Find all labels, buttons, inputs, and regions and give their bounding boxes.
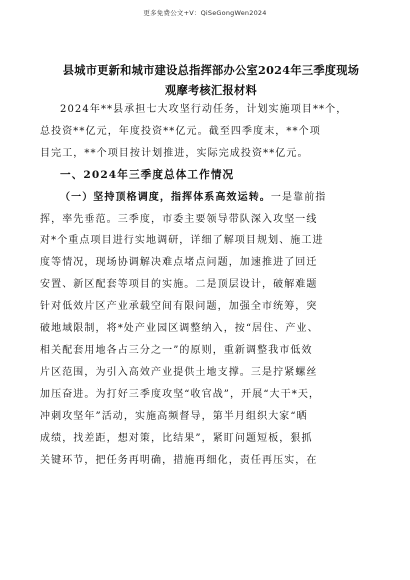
paragraph-line: 2024年**县承担七大攻坚行动任务，计划实施项目**个，: [60, 104, 348, 115]
title-line: 观摩考核汇报材料: [165, 83, 257, 97]
watermark: 更多免费公文+V：QiSeGongWen2024: [143, 9, 267, 17]
document-body: [40, 99, 370, 471]
section-heading: 一、2024年三季度总体工作情况: [60, 168, 235, 181]
paragraph-line: 目完工，**个项目按计划推进，实际完成投资**亿元。: [40, 147, 309, 159]
paragraph-line: 片区范围，为引入高效产业提供土地支撑。三是拧紧螺丝: [40, 366, 318, 378]
paragraph-line: 加压奋进。为打好三季度攻坚“收官战”，开展“大干*天，: [40, 388, 321, 400]
paragraph-line: [40, 187, 370, 209]
paragraph-line: 挥，率先垂范。三季度，市委主要领导带队深入攻坚一线: [40, 213, 318, 225]
paragraph-text: 一是靠前指: [270, 191, 327, 203]
title-line: 县城市更新和城市建设总指挥部办公室2024年三季度现场: [62, 63, 360, 77]
paragraph-line: 相关配套用地各占三分之一”的原则，重新调整我市低效: [40, 344, 313, 356]
paragraph-line: 成绩，找差距，想对策，比结果”，紧盯问题短板，狠抓: [40, 432, 313, 444]
paragraph-line: 针对低效片区产业承载空间有限问题，加强全市统筹，突: [40, 301, 318, 313]
document-title: [52, 60, 370, 100]
subsection-heading: （一）坚持顶格调度，指挥体系高效运转。: [60, 191, 271, 203]
paragraph-line: 度等情况，现场协调解决难点堵点问题，加速推进了回迁: [40, 257, 318, 269]
paragraph-line: 关键环节，把任务再明确，措施再细化，责任再压实，在: [40, 454, 318, 466]
paragraph-line: 对*个重点项目进行实地调研，详细了解项目规划、施工进: [40, 235, 324, 247]
paragraph-line: 破地域限制，将*处产业园区调整纳入，按“居住、产业、: [40, 323, 319, 335]
paragraph-line: 冲刺攻坚年”活动，实施高频督导，第半月组织大家“晒: [40, 410, 308, 422]
paragraph-line: 安置、新区配套等项目的实施。二是顶层设计，破解难题: [40, 279, 318, 291]
paragraph-line: 总投资**亿元，年度投资**亿元。截至四季度末，**个项: [40, 125, 321, 137]
